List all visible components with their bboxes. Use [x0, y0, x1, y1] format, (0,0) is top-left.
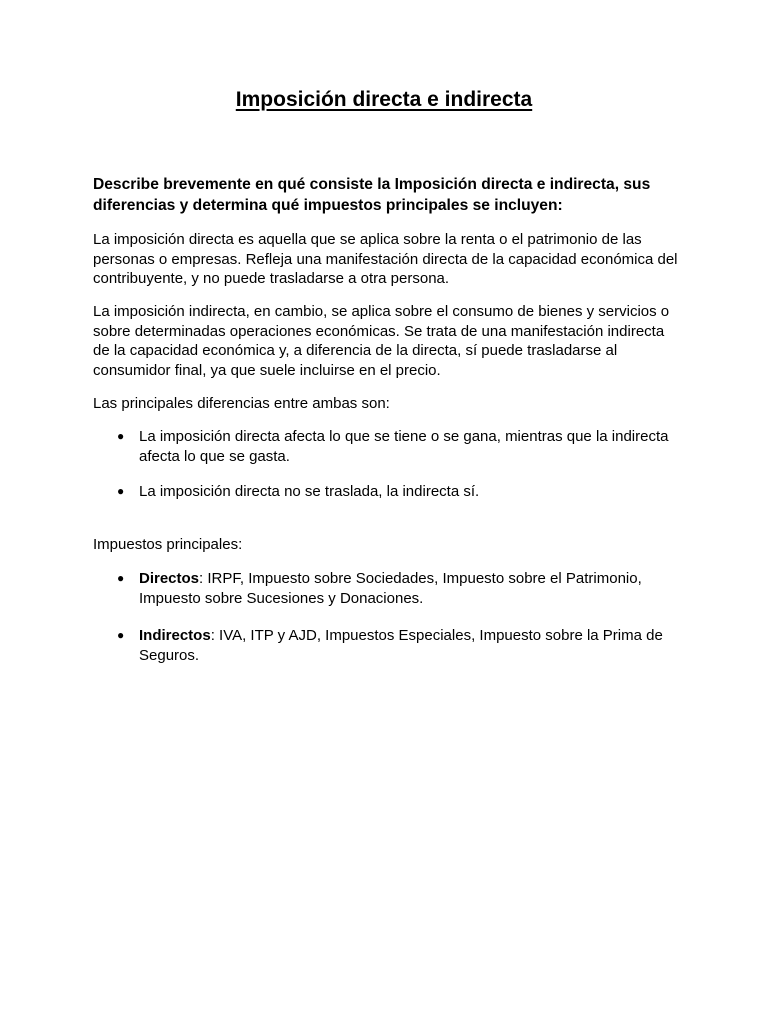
- list-item-text: La imposición directa no se traslada, la indirecta sí.: [139, 483, 480, 500]
- bullet-icon: ●: [117, 484, 125, 498]
- bullet-icon: ●: [117, 571, 125, 585]
- paragraph-indirect-tax: La imposición indirecta, en cambio, se aplica sobre el consumo de bienes y servicios o sobre determinadas operaciones económicas. Se trata de una manifestación indirecta de la capacidad económica y, a diferencia de la directa, sí puede trasladarse al consumidor final, ya que suele incluirse en el precio.: [93, 303, 670, 379]
- list-item: [93, 427, 683, 466]
- tax-category-text: : IRPF, Impuesto sobre Sociedades, Impuesto sobre el Patrimonio, Impuesto sobre Sucesiones y Donaciones.: [139, 570, 642, 607]
- tax-category-text: : IVA, ITP y AJD, Impuestos Especiales, Impuesto sobre la Prima de Seguros.: [139, 627, 663, 664]
- differences-list: [93, 427, 683, 502]
- list-item-text: La imposición directa afecta lo que se tiene o se gana, mientras que la indirecta afecta lo que se gasta.: [139, 428, 669, 465]
- question-heading: Describe brevemente en qué consiste la Imposición directa e indirecta, sus diferencias y determina qué impuestos principales se incluyen:: [93, 176, 651, 214]
- bullet-icon: ●: [117, 628, 125, 642]
- tax-category-label: Directos: [139, 570, 200, 587]
- list-item: [93, 626, 683, 665]
- differences-intro: Las principales diferencias entre ambas son:: [93, 395, 390, 412]
- bullet-icon: ●: [117, 429, 125, 443]
- list-item: [93, 482, 683, 502]
- paragraph-direct-tax: La imposición directa es aquella que se aplica sobre la renta o el patrimonio de las personas o empresas. Refleja una manifestación directa de la capacidad económica del contribuyente, y no puede trasladarse a otra persona.: [93, 231, 678, 287]
- taxes-list: [93, 569, 683, 665]
- document-title: Imposición directa e indirecta: [235, 88, 533, 111]
- taxes-intro: Impuestos principales:: [93, 536, 243, 553]
- tax-category-label: Indirectos: [139, 627, 211, 644]
- list-item: [93, 569, 683, 608]
